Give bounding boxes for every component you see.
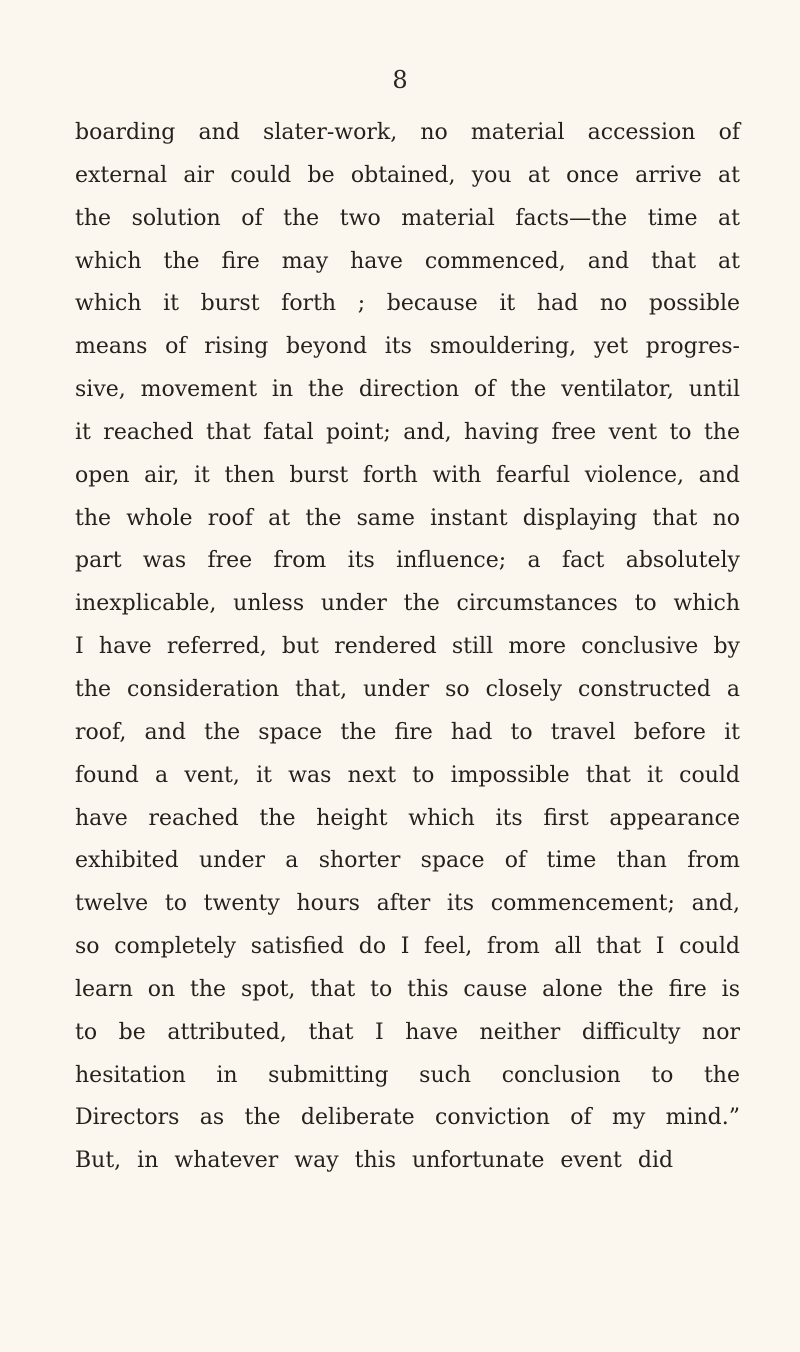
- text-line: But, in whatever way this unfortunate event did: [75, 1148, 674, 1174]
- text-line: open air, it then burst forth with fearful violence, and: [75, 462, 740, 488]
- text-line: so completely satisfied do I feel, from all that I could: [75, 934, 740, 960]
- text-line: I have referred, but rendered still more conclusive by: [75, 634, 740, 660]
- text-line: the consideration that, under so closely constructed a: [75, 676, 740, 702]
- text-line: part was free from its influence; a fact absolutely: [75, 548, 740, 574]
- text-line: means of rising beyond its smouldering, yet progres-: [75, 334, 740, 360]
- text-line: twelve to twenty hours after its commencement; and,: [75, 891, 740, 917]
- text-line: hesitation in submitting such conclusion to the: [75, 1062, 740, 1088]
- text-line: found a vent, it was next to impossible that it could: [75, 762, 740, 788]
- text-line: roof, and the space the fire had to travel before it: [75, 719, 740, 745]
- text-line: sive, movement in the direction of the ventilator, until: [75, 377, 740, 403]
- text-line: inexplicable, unless under the circumstances to which: [75, 591, 740, 617]
- text-line: the whole roof at the same instant displaying that no: [75, 505, 740, 531]
- text-line: learn on the spot, that to this cause alone the fire is: [75, 976, 740, 1002]
- text-line: Directors as the deliberate conviction of my mind.”: [75, 1105, 740, 1131]
- text-line: it reached that fatal point; and, having free vent to the: [75, 419, 740, 445]
- text-line: external air could be obtained, you at once arrive at: [75, 162, 740, 188]
- text-line: which it burst forth ; because it had no possible: [75, 291, 740, 317]
- text-line: which the fire may have commenced, and that at: [75, 248, 740, 274]
- page-number: 8: [392, 66, 408, 94]
- text-line: the solution of the two material facts—the time at: [75, 205, 740, 231]
- text-line: have reached the height which its first appearance: [75, 805, 740, 831]
- text-line: to be attributed, that I have neither difficulty nor: [75, 1019, 740, 1045]
- text-line: boarding and slater-work, no material accession of: [75, 120, 740, 145]
- text-line: exhibited under a shorter space of time than from: [75, 848, 740, 874]
- body-text: [75, 112, 740, 1183]
